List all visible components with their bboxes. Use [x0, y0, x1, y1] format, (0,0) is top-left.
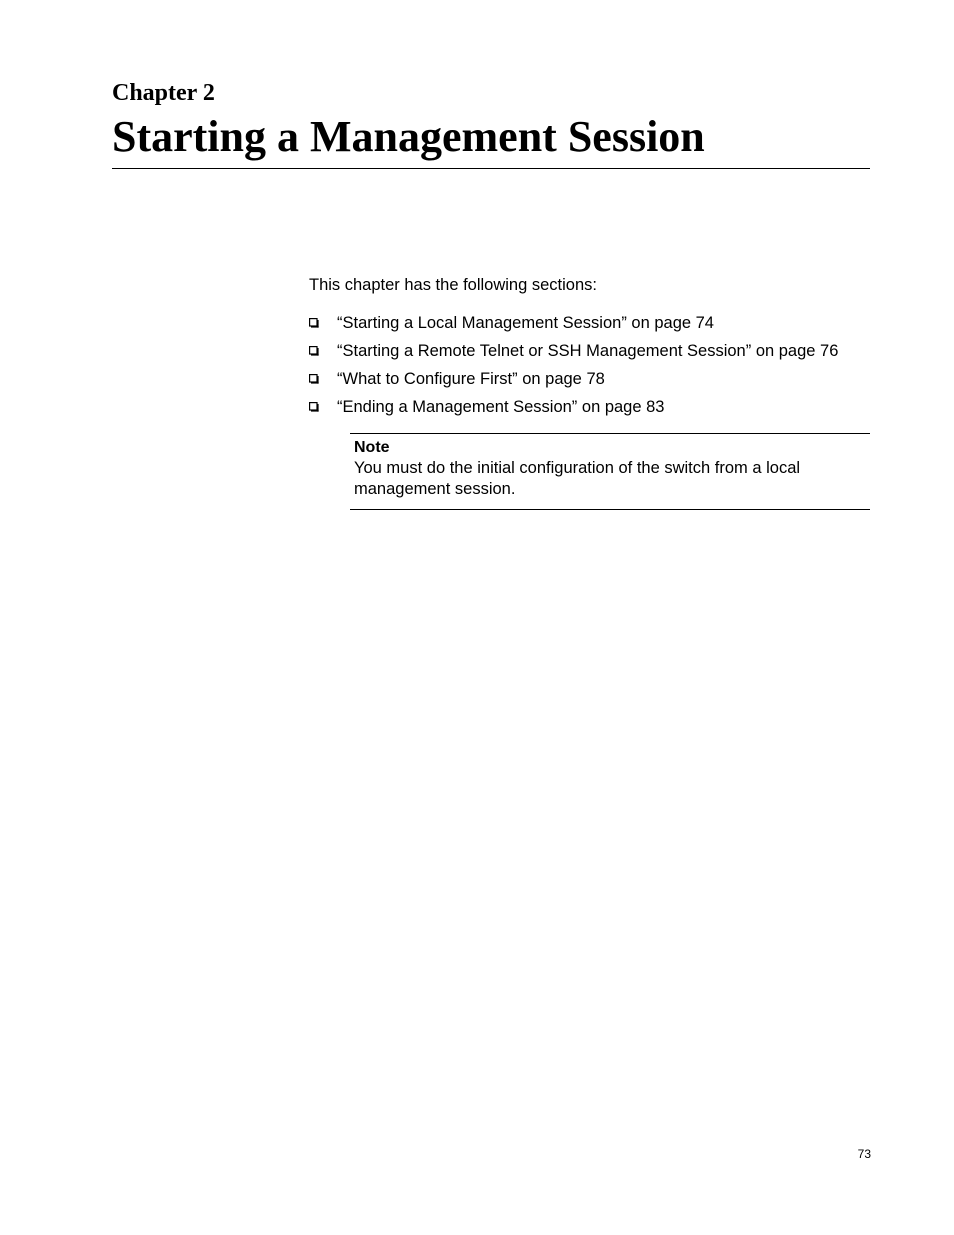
checkbox-bullet-icon — [309, 346, 319, 356]
section-item-configure[interactable] — [309, 368, 838, 396]
section-item-remote[interactable] — [309, 340, 838, 368]
chapter-label: Chapter 2 — [112, 80, 215, 106]
note-box — [350, 433, 870, 510]
section-item-label[interactable]: “Ending a Management Session” on page 83 — [337, 398, 665, 416]
section-item-label[interactable]: “Starting a Remote Telnet or SSH Management Session” on page 76 — [337, 342, 839, 360]
checkbox-bullet-icon — [309, 402, 319, 412]
checkbox-bullet-icon — [309, 318, 319, 328]
checkbox-bullet-icon — [309, 374, 319, 384]
title-divider — [112, 168, 870, 169]
intro-text: This chapter has the following sections: — [309, 276, 597, 294]
section-item-ending[interactable] — [309, 396, 838, 424]
note-heading: Note — [354, 439, 390, 456]
chapter-title: Starting a Management Session — [112, 112, 705, 161]
section-list — [309, 312, 838, 424]
section-item-local[interactable] — [309, 312, 838, 340]
section-item-label[interactable]: “What to Configure First” on page 78 — [337, 370, 605, 388]
note-body: You must do the initial configuration of the switch from a local management session. — [354, 459, 801, 498]
page-number: 73 — [857, 1147, 871, 1161]
section-item-label[interactable]: “Starting a Local Management Session” on page 74 — [337, 314, 714, 332]
